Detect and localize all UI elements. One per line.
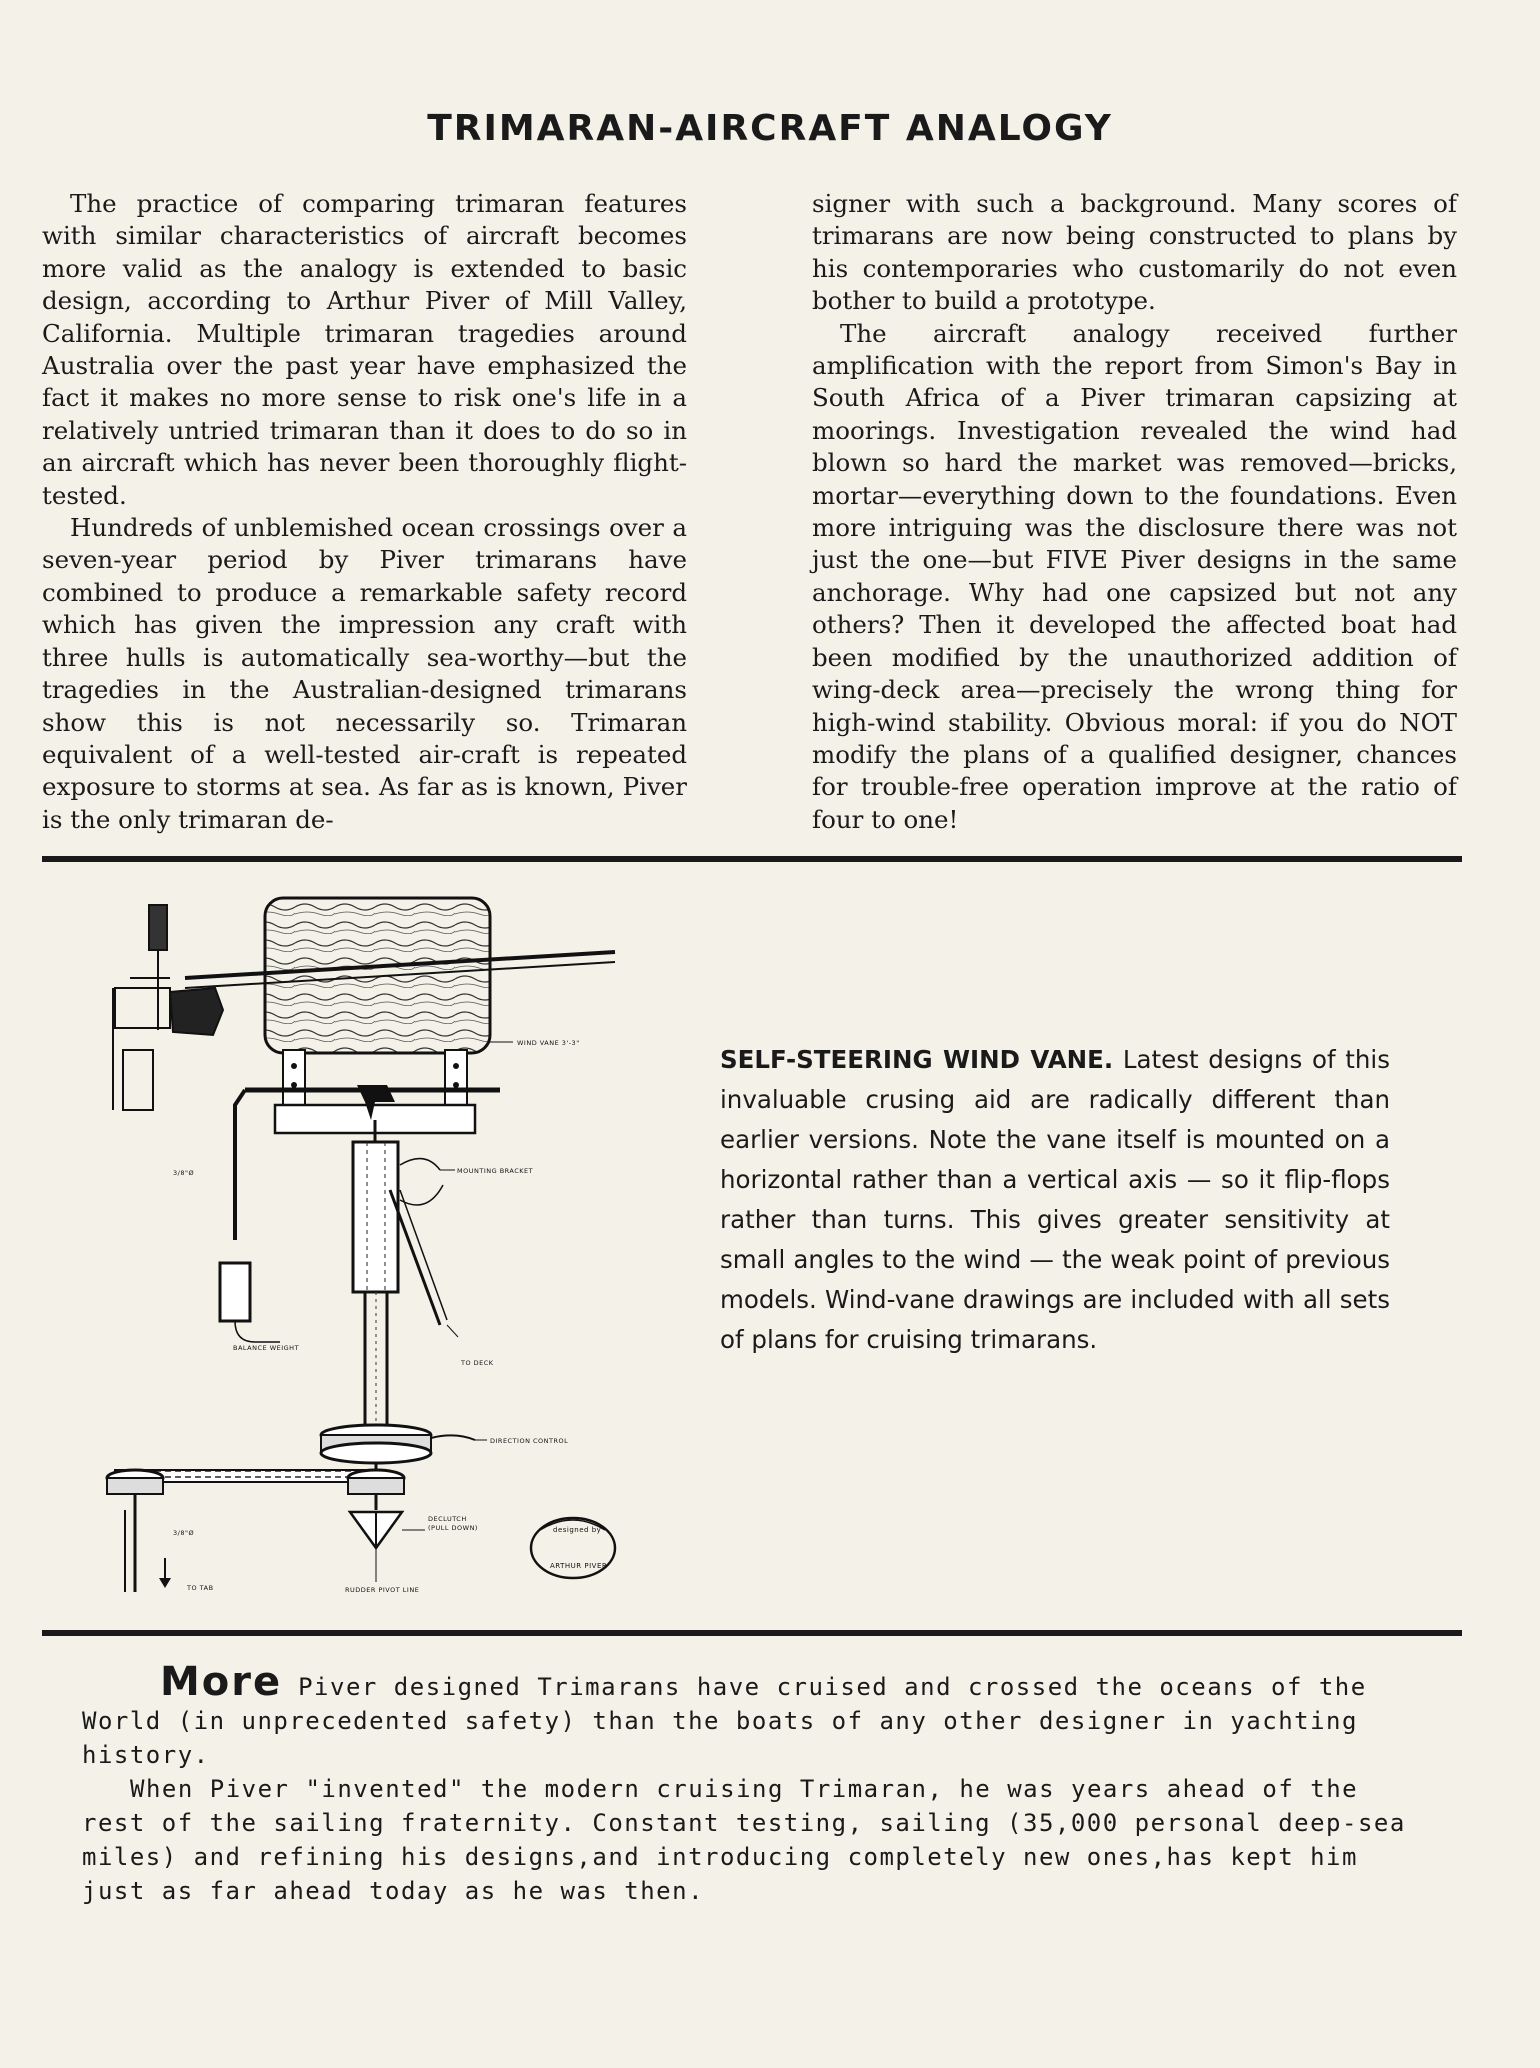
article-paragraph: signer with such a background. Many scores of trimarans are now being constructed to plans by his contemporaries who customarily do not even bother to build a prototype. <box>812 189 1457 316</box>
label-mounting-bracket: MOUNTING BRACKET <box>457 1167 534 1175</box>
article-left-column <box>42 188 687 836</box>
label-declutch: DECLUTCH <box>428 1515 467 1523</box>
wind-vane-diagram <box>95 880 655 1610</box>
stamp-text-bottom: ARTHUR PIVER <box>550 1562 608 1570</box>
inset-detail <box>113 905 223 1110</box>
section-divider <box>42 856 1462 862</box>
article-paragraph: Hundreds of unblemished ocean crossings over a seven-year period by Piver trimarans have combined to produce a remarkable safety record which has given the impression any craft with three hulls is automatically sea-worthy—but the tragedies in the Australian-designed trimarans show this is not necessarily so. Trimaran equivalent of a well-tested air-craft is repeated exposure to storms at sea. As far as is known, Piver is the only trimaran de- <box>42 513 687 834</box>
label-size-lower: 3/8"Ø <box>173 1529 195 1537</box>
article-right-column <box>812 188 1457 836</box>
caption-text: Latest designs of this invaluable crusing aid are radically different than earlier versions. Note the vane itself is mounted on a horizontal rather than a vertical axis — so it flip-flops rather than turns. This gives greater sensitivity at small angles to the wind — the weak point of previous models. Wind-vane drawings are included with all sets of plans for cruising trimarans. <box>720 1045 1390 1354</box>
label-balance-weight: BALANCE WEIGHT <box>233 1344 300 1352</box>
label-rudder-pivot-line: RUDDER PIVOT LINE <box>345 1586 420 1594</box>
section-divider <box>42 1630 1462 1636</box>
article-paragraph: The practice of comparing trimaran features with similar characteristics of aircraft becomes more valid as the analogy is extended to basic design, according to Arthur Piver of Mill Valley, California. Multiple trimaran tragedies around Australia over the past year have emphasized the fact it makes no more sense to risk one's life in a relatively untried trimaran than it does to do so in an aircraft which has never been thoroughly flight-tested. <box>42 189 687 510</box>
balance-weight <box>220 1263 250 1321</box>
mounting-bracket <box>353 1142 398 1292</box>
promo-lead-word: More <box>160 1659 283 1705</box>
label-to-deck: TO DECK <box>461 1359 494 1367</box>
caption-lead: SELF-STEERING WIND VANE. <box>720 1045 1114 1074</box>
label-direction-control: DIRECTION CONTROL <box>490 1437 569 1445</box>
promo-paragraph: Piver designed Trimarans have cruised and crossed the oceans of the World (in unprecedented safety) than the boats of any other designer in yachting history. <box>82 1673 1367 1769</box>
label-pull-down: (PULL DOWN) <box>428 1524 478 1532</box>
label-size-upper: 3/8"Ø <box>173 1169 195 1177</box>
promo-block <box>82 1659 1422 1908</box>
stamp-text-top: designed by <box>553 1526 602 1534</box>
page-title: TRIMARAN-AIRCRAFT ANALOGY <box>427 108 1113 149</box>
label-wind-vane: WIND VANE 3'-3" <box>517 1039 580 1047</box>
figure-caption <box>720 1040 1390 1360</box>
promo-paragraph: When Piver "invented" the modern cruising Trimaran, he was years ahead of the rest of the sailing fraternity. Constant testing, sailing (35,000 personal deep-sea miles) and refining his designs,and introducing completely new ones,has kept him just as far ahead today as he was then. <box>82 1775 1406 1905</box>
label-to-tab: TO TAB <box>187 1584 214 1592</box>
article-paragraph: The aircraft analogy received further amplification with the report from Simon's Bay in South Africa of a Piver trimaran capsizing at moorings. Investigation revealed the wind had blown so hard the market was removed—bricks, mortar—everything down to the foundations. Even more intriguing was the disclosure there was not just the one—but FIVE Piver designs in the same anchorage. Why had one capsized but not any others? Then it developed the affected boat had been modified by the unauthorized addition of wing-deck area—precisely the wrong thing for high-wind stability. Obvious moral: if you do NOT modify the plans of a qualified designer, chances for trouble-free operation improve at the ratio of four to one! <box>812 318 1457 834</box>
